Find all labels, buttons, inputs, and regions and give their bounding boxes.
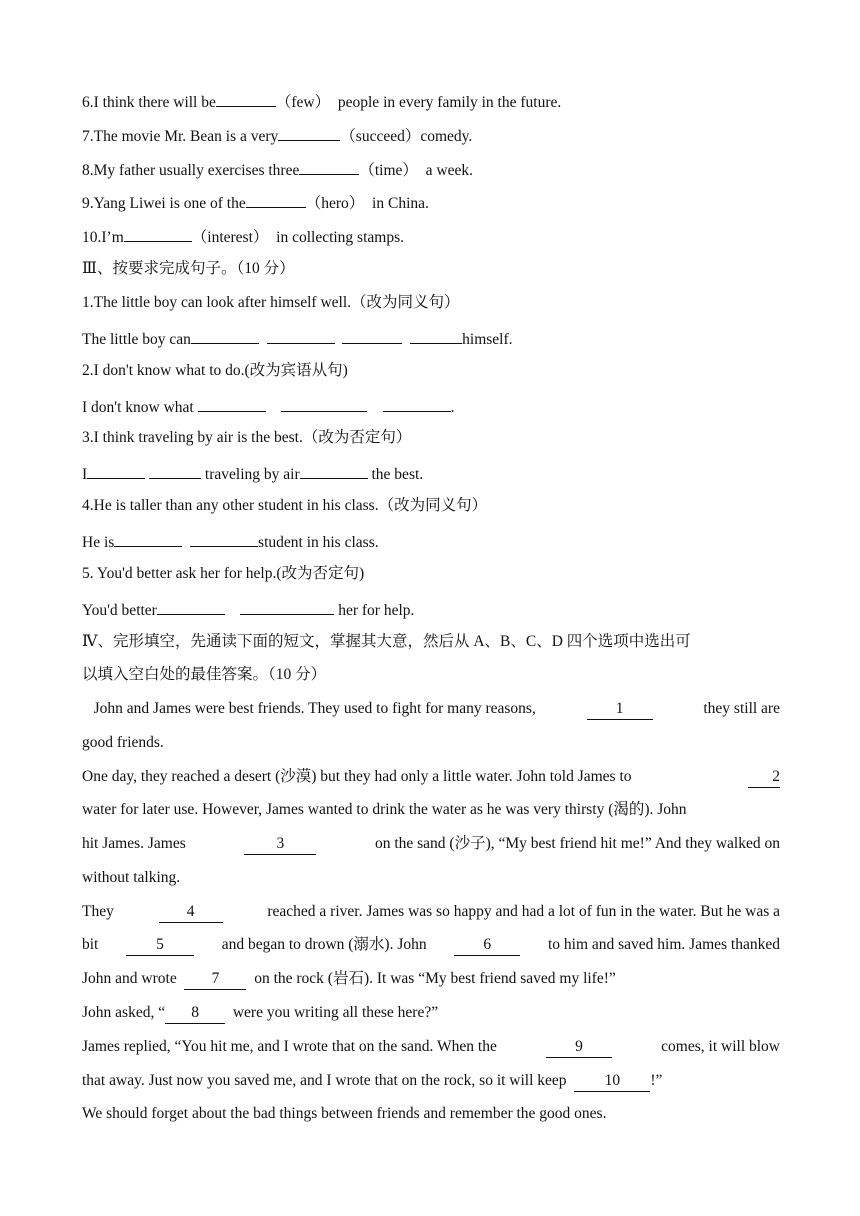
answer-blank[interactable]: [216, 90, 276, 107]
passage-line: good friends.: [82, 734, 164, 751]
answer-blank[interactable]: [240, 598, 334, 615]
sentence-5-answer: You'd better her for help.: [82, 598, 414, 621]
answer-blank[interactable]: [114, 530, 182, 547]
answer-blank[interactable]: [299, 158, 359, 175]
cloze-blank-5[interactable]: 5: [126, 935, 194, 956]
sentence-3-prompt: 3.I think traveling by air is the best.（改为否定句）: [82, 429, 412, 446]
section-4-heading-cont: 以填入空白处的最佳答案。（10 分）: [82, 666, 327, 683]
question-8: 8.My father usually exercises three （time） a week.: [82, 158, 473, 181]
answer-blank[interactable]: [149, 462, 201, 479]
answer-blank[interactable]: [191, 327, 259, 344]
answer-blank[interactable]: [342, 327, 402, 344]
answer-blank[interactable]: [87, 462, 145, 479]
passage-line: John and wrote 7 on the rock (岩石). It was “My best friend saved my life!”: [82, 969, 616, 990]
question-9: 9.Yang Liwei is one of the （hero） in China.: [82, 191, 429, 214]
cloze-blank-2[interactable]: 2: [748, 767, 780, 788]
question-6: 6.I think there will be （few） people in every family in the future.: [82, 90, 561, 113]
cloze-blank-6[interactable]: 6: [454, 935, 520, 956]
answer-blank[interactable]: [157, 598, 225, 615]
cloze-blank-7[interactable]: 7: [184, 969, 246, 990]
answer-blank[interactable]: [278, 124, 340, 141]
passage-line: One day, they reached a desert (沙漠) but they had only a little water. John told James to 2: [82, 767, 780, 788]
question-10: 10.I’m （interest） in collecting stamps.: [82, 225, 404, 248]
sentence-4-answer: He is student in his class.: [82, 530, 379, 553]
sentence-5-prompt: 5. You'd better ask her for help.(改为否定句): [82, 565, 365, 582]
passage-line: James replied, “You hit me, and I wrote that on the sand. When the 9 comes, it will blow: [82, 1037, 780, 1058]
passage-line: They 4 reached a river. James was so happy and had a lot of fun in the water. But he was a: [82, 902, 780, 923]
passage-line: John and James were best friends. They used to fight for many reasons, 1 they still are: [82, 699, 780, 720]
sentence-4-prompt: 4.He is taller than any other student in his class.（改为同义句）: [82, 497, 488, 514]
cloze-blank-10[interactable]: 10: [574, 1071, 650, 1092]
answer-blank[interactable]: [410, 327, 462, 344]
cloze-blank-3[interactable]: 3: [244, 834, 316, 855]
sentence-2-answer: I don't know what .: [82, 395, 454, 418]
question-7: 7.The movie Mr. Bean is a very （succeed）comedy.: [82, 124, 472, 147]
cloze-blank-9[interactable]: 9: [546, 1037, 612, 1058]
passage-line: John asked, “ 8 were you writing all these here?”: [82, 1003, 438, 1024]
answer-blank[interactable]: [383, 395, 451, 412]
cloze-blank-1[interactable]: 1: [587, 699, 653, 720]
passage-line: We should forget about the bad things between friends and remember the good ones.: [82, 1105, 607, 1122]
answer-blank[interactable]: [246, 191, 306, 208]
passage-line: water for later use. However, James wanted to drink the water as he was very thirsty (渴的). John: [82, 801, 687, 818]
answer-blank[interactable]: [281, 395, 367, 412]
answer-blank[interactable]: [267, 327, 335, 344]
answer-blank[interactable]: [190, 530, 258, 547]
section-4-heading: Ⅳ、完形填空，先通读下面的短文，掌握其大意，然后从 A、B、C、D 四个选项中选出可: [82, 633, 691, 650]
sentence-3-answer: I traveling by air the best.: [82, 462, 423, 485]
sentence-2-prompt: 2.I don't know what to do.(改为宾语从句): [82, 362, 348, 379]
passage-line: that away. Just now you saved me, and I wrote that on the rock, so it will keep 10 !”: [82, 1071, 662, 1092]
section-3-heading: Ⅲ、按要求完成句子。（10 分）: [82, 260, 295, 277]
answer-blank[interactable]: [124, 225, 192, 242]
sentence-1-prompt: 1.The little boy can look after himself well.（改为同义句）: [82, 294, 460, 311]
answer-blank[interactable]: [198, 395, 266, 412]
cloze-blank-4[interactable]: 4: [159, 902, 223, 923]
cloze-blank-8[interactable]: 8: [165, 1003, 225, 1024]
passage-line: bit 5 and began to drown (溺水). John 6 to him and saved him. James thanked: [82, 935, 780, 956]
passage-line: without talking.: [82, 869, 181, 886]
sentence-1-answer: The little boy can himself.: [82, 327, 513, 350]
passage-line: hit James. James 3 on the sand (沙子), “My best friend hit me!” And they walked on: [82, 834, 780, 855]
answer-blank[interactable]: [300, 462, 368, 479]
